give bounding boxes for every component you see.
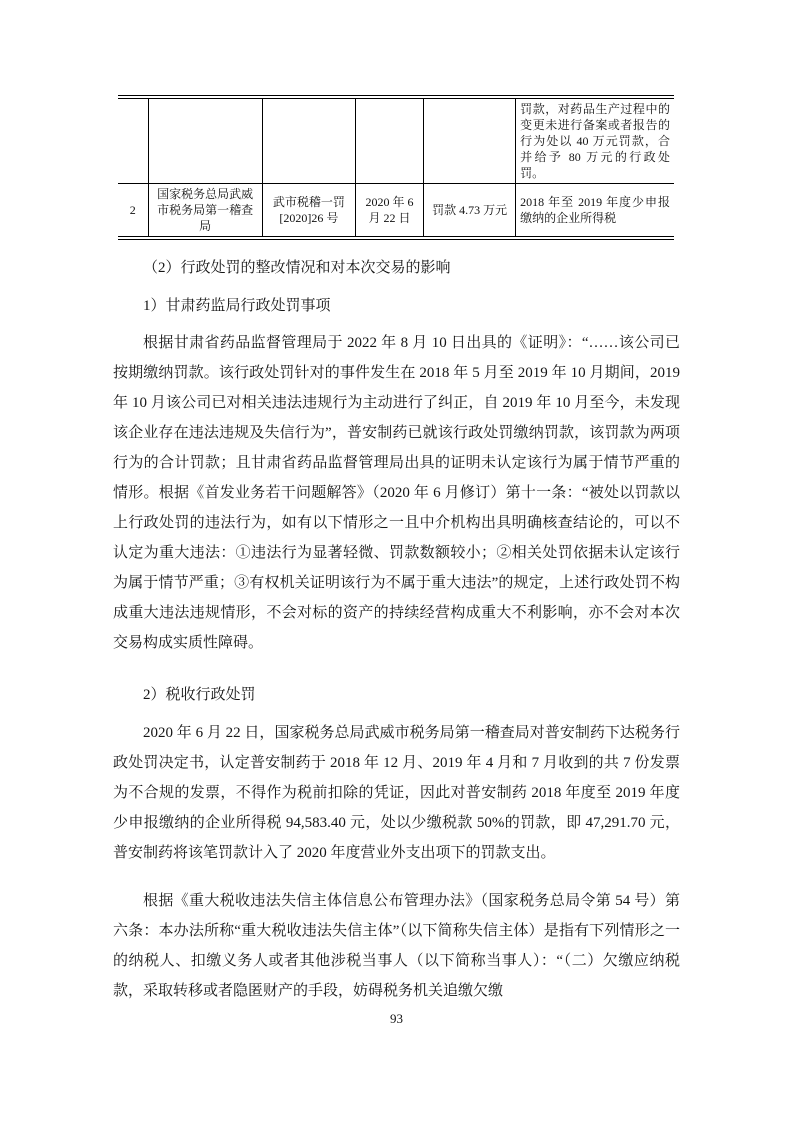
paragraph-gansu-certificate: 根据甘肃省药品监督管理局于 2022 年 8 月 10 日出具的《证明》：“……该公司已按期缴纳罚款。该行政处罚针对的事件发生在 2018 年 5 月至 2019 年 10 月期间，2019 年 10 月该公司已对相关违法违规行为主动进行了纠正，自 2019 年 10 月至今，未发现该企业存在违法违规及失信行为”，普安制药已就该行政处罚缴纳罚款，该罚款为两项行为的合计罚款；且甘肃省药品监督管理局出具的证明未认定该行为属于情节严重的情形。根据《首发业务若干问题解答》（2020 年 6 月修订）第十一条：“被处以罚款以上行政处罚的违法行为，如有以下情形之一且中介机构出具明确核查结论的，可以不认定为重大违法：①违法行为显著轻微、罚款数额较小；②相关处罚依据未认定该行为属于情节严重；③有权机关证明该行为不属于重大违法”的规定，上述行政处罚不构成重大违法违规情形，不会对标的资产的持续经营构成重大不利影响，亦不会对本次交易构成实质性障碍。 [113,335,680,651]
penalty-table [118,99,674,236]
table-cell-authority: 国家税务总局武威市税务局第一稽查局 [148,184,262,237]
table-cell-doc-no [262,99,355,184]
table-cell-seq: 2 [118,184,148,237]
table-row [118,184,674,237]
table-cell-reason: 2018 年至 2019 年度少申报缴纳的企业所得税 [516,184,674,237]
table-cell-reason: 罚款，对药品生产过程中的变更未进行备案或者报告的行为处以 40 万元罚款，合并给予 80 万元的行政处罚。 [516,99,674,184]
table-cell-date: 2020 年 6 月 22 日 [355,184,423,237]
page-number: 93 [390,1011,403,1026]
table-cell-seq [118,99,148,184]
table-cell-date [355,99,423,184]
page-content [113,0,680,1028]
table-cell-doc-no: 武市税稽一罚[2020]26 号 [262,184,355,237]
heading-gansu-penalty: 1）甘肃药监局行政处罚事项 [143,298,331,314]
table-cell-authority [148,99,262,184]
paragraph-tax-regulation: 根据《重大税收违法失信主体信息公布管理办法》（国家税务总局令第 54 号）第六条：本办法所称“重大税收违法失信主体”（以下简称失信主体）是指有下列情形之一的纳税人、扣缴义务人或者其他涉税当事人（以下简称当事人）：“（二）欠缴应纳税款，采取转移或者隐匿财产的手段，妨碍税务机关追缴欠缴 [113,893,680,999]
table-cell-penalty [424,99,516,184]
table-row-continuation [118,99,674,184]
table-cell-penalty: 罚款 4.73 万元 [424,184,516,237]
penalty-table-wrap [118,95,674,240]
heading-rectification-impact: （2）行政处罚的整改情况和对本次交易的影响 [143,260,451,276]
heading-tax-penalty: 2）税收行政处罚 [143,687,256,703]
paragraph-tax-decision: 2020 年 6 月 22 日，国家税务总局武威市税务局第一稽查局对普安制药下达税务行政处罚决定书，认定普安制药于 2018 年 12 月、2019 年 4 月和 7 月收到的共 7 份发票为不合规的发票，不得作为税前扣除的凭证，因此对普安制药 2018 年度至 2019 年度少申报缴纳的企业所得税 94,583.40 元，处以少缴税款 50%的罚款，即 47,291.70 元，普安制药将该笔罚款计入了 2020 年度营业外支出项下的罚款支出。 [113,725,680,861]
